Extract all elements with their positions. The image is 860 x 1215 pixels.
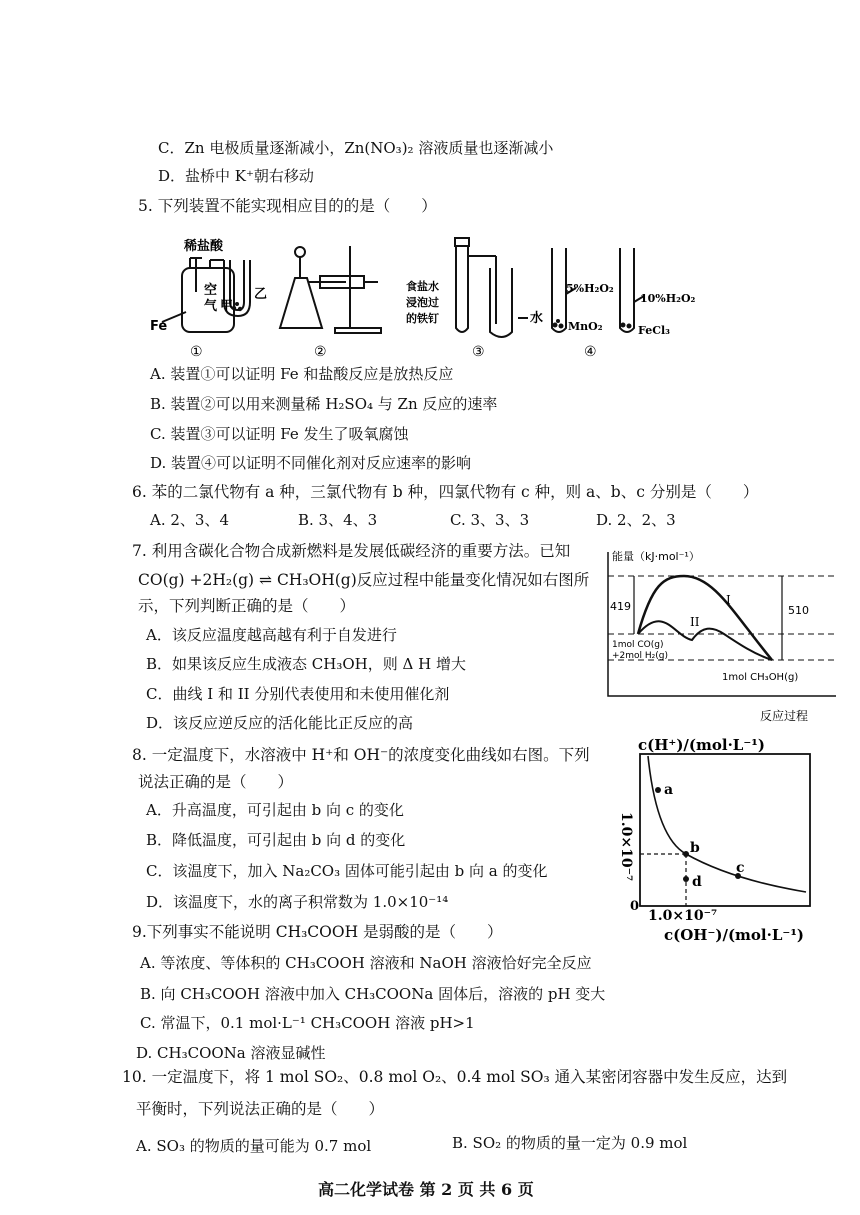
label-dilute-hcl: 稀盐酸 — [184, 239, 224, 254]
label-brine-3: 的铁钉 — [406, 312, 439, 325]
kw-ylabel: c(H⁺)/(mol·L⁻¹) — [638, 736, 765, 754]
q7-stem-3: 示，下列判断正确的是（ ） — [138, 597, 356, 615]
kw-curve-diagram — [608, 734, 830, 944]
q8-option-b: B．降低温度，可引起由 b 向 d 的变化 — [146, 831, 406, 849]
point-a-label: a — [664, 782, 674, 798]
energy-419: 419 — [610, 600, 631, 613]
label-water: 水 — [530, 311, 544, 326]
point-b-label: b — [690, 840, 700, 856]
q10-stem-2: 平衡时，下列说法正确的是（ ） — [136, 1100, 385, 1118]
q8-option-c: C．该温度下，加入 Na₂CO₃ 固体可能引起由 b 向 a 的变化 — [146, 862, 548, 880]
label-num-1: ① — [190, 344, 203, 360]
q9-option-d: D. CH₃COONa 溶液显碱性 — [136, 1044, 326, 1062]
q4-option-c: C．Zn 电极质量逐渐减小，Zn(NO₃)₂ 溶液质量也逐渐减小 — [158, 139, 554, 157]
label-jia: 甲 — [220, 299, 234, 314]
label-num-4: ④ — [584, 344, 597, 360]
q7-stem-1: 7. 利用含碳化合物合成新燃料是发展低碳经济的重要方法。已知 — [132, 542, 571, 560]
reactant-label-2: +2mol H₂(g) — [612, 651, 669, 661]
label-10pct-h2o2: 10%H₂O₂ — [640, 292, 696, 305]
kw-xtick: 1.0×10⁻⁷ — [648, 908, 718, 924]
energy-xlabel: 反应过程 — [760, 709, 809, 723]
page-footer: 高二化学试卷 第 2 页 共 6 页 — [318, 1180, 534, 1199]
label-fe: Fe — [150, 319, 168, 334]
label-num-3: ③ — [472, 344, 485, 360]
label-5pct-h2o2: 5%H₂O₂ — [566, 282, 614, 295]
q9-option-b: B. 向 CH₃COOH 溶液中加入 CH₃COONa 固体后，溶液的 pH 变大 — [140, 985, 606, 1003]
label-brine-1: 食盐水 — [406, 280, 439, 293]
q6-stem: 6. 苯的二氯代物有 a 种，三氯代物有 b 种，四氯代物有 c 种，则 a、b、c 分别是（ ） — [132, 483, 759, 501]
label-yi: 乙 — [254, 287, 268, 302]
energy-profile-diagram — [604, 544, 840, 726]
q7-option-d: D．该反应逆反应的活化能比正反应的高 — [146, 714, 414, 732]
q8-stem-2: 说法正确的是（ ） — [138, 773, 294, 791]
energy-510: 510 — [788, 604, 809, 617]
energy-ylabel: 能量（kJ·mol⁻¹） — [612, 550, 700, 563]
q4-option-d: D．盐桥中 K⁺朝右移动 — [158, 167, 314, 185]
q5-option-b: B. 装置②可以用来测量稀 H₂SO₄ 与 Zn 反应的速率 — [150, 395, 498, 413]
q8-option-d: D．该温度下，水的离子积常数为 1.0×10⁻¹⁴ — [146, 893, 449, 911]
q5-option-a: A. 装置①可以证明 Fe 和盐酸反应是放热反应 — [150, 365, 454, 383]
product-label: 1mol CH₃OH(g) — [722, 672, 799, 683]
label-num-2: ② — [314, 344, 327, 360]
q8-option-a: A．升高温度，可引起由 b 向 c 的变化 — [146, 801, 404, 819]
q10-stem-1: 10. 一定温度下，将 1 mol SO₂、0.8 mol O₂、0.4 mol SO₃ 通入某密闭容器中发生反应，达到 — [122, 1068, 788, 1086]
q5-option-d: D. 装置④可以证明不同催化剂对反应速率的影响 — [150, 454, 472, 472]
q8-stem-1: 8. 一定温度下，水溶液中 H⁺和 OH⁻的浓度变化曲线如右图。下列 — [132, 746, 590, 764]
q5-option-c: C. 装置③可以证明 Fe 发生了吸氧腐蚀 — [150, 425, 409, 443]
q6-option-c: C. 3、3、3 — [450, 511, 530, 529]
label-air-2: 气 — [204, 299, 218, 314]
label-mno2: MnO₂ — [568, 320, 603, 333]
q7-option-c: C．曲线 I 和 II 分别代表使用和未使用催化剂 — [146, 685, 450, 703]
kw-origin: 0 — [630, 899, 640, 914]
label-brine-2: 浸泡过 — [406, 296, 439, 309]
q9-option-a: A. 等浓度、等体积的 CH₃COOH 溶液和 NaOH 溶液恰好完全反应 — [140, 954, 592, 972]
q5-apparatus-figure — [150, 232, 720, 364]
q10-option-a: A. SO₃ 的物质的量可能为 0.7 mol — [136, 1137, 372, 1155]
q6-option-a: A. 2、3、4 — [150, 511, 229, 529]
kw-xlabel: c(OH⁻)/(mol·L⁻¹) — [664, 926, 804, 944]
curve-ii-label: II — [690, 615, 700, 629]
curve-i-label: I — [726, 593, 731, 607]
q7-option-a: A．该反应温度越高越有利于自发进行 — [146, 626, 397, 644]
q7-option-b: B．如果该反应生成液态 CH₃OH，则 Δ H 增大 — [146, 655, 466, 673]
label-air-1: 空 — [204, 283, 218, 298]
q9-option-c: C. 常温下，0.1 mol·L⁻¹ CH₃COOH 溶液 pH>1 — [140, 1014, 475, 1032]
q9-stem: 9.下列事实不能说明 CH₃COOH 是弱酸的是（ ） — [132, 923, 503, 941]
q6-option-b: B. 3、4、3 — [298, 511, 378, 529]
point-d-label: d — [692, 874, 702, 890]
kw-ytick: 1.0×10⁻⁷ — [618, 812, 634, 882]
q5-stem: 5. 下列装置不能实现相应目的的是（ ） — [138, 197, 437, 215]
q7-stem-2: CO(g) +2H₂(g) ⇌ CH₃OH(g)反应过程中能量变化情况如右图所 — [138, 571, 590, 589]
reactant-label-1: 1mol CO(g) — [612, 640, 664, 650]
point-c-label: c — [736, 860, 745, 876]
q10-option-b: B. SO₂ 的物质的量一定为 0.9 mol — [452, 1134, 688, 1152]
q6-option-d: D. 2、2、3 — [596, 511, 676, 529]
label-fecl3: FeCl₃ — [638, 324, 670, 337]
